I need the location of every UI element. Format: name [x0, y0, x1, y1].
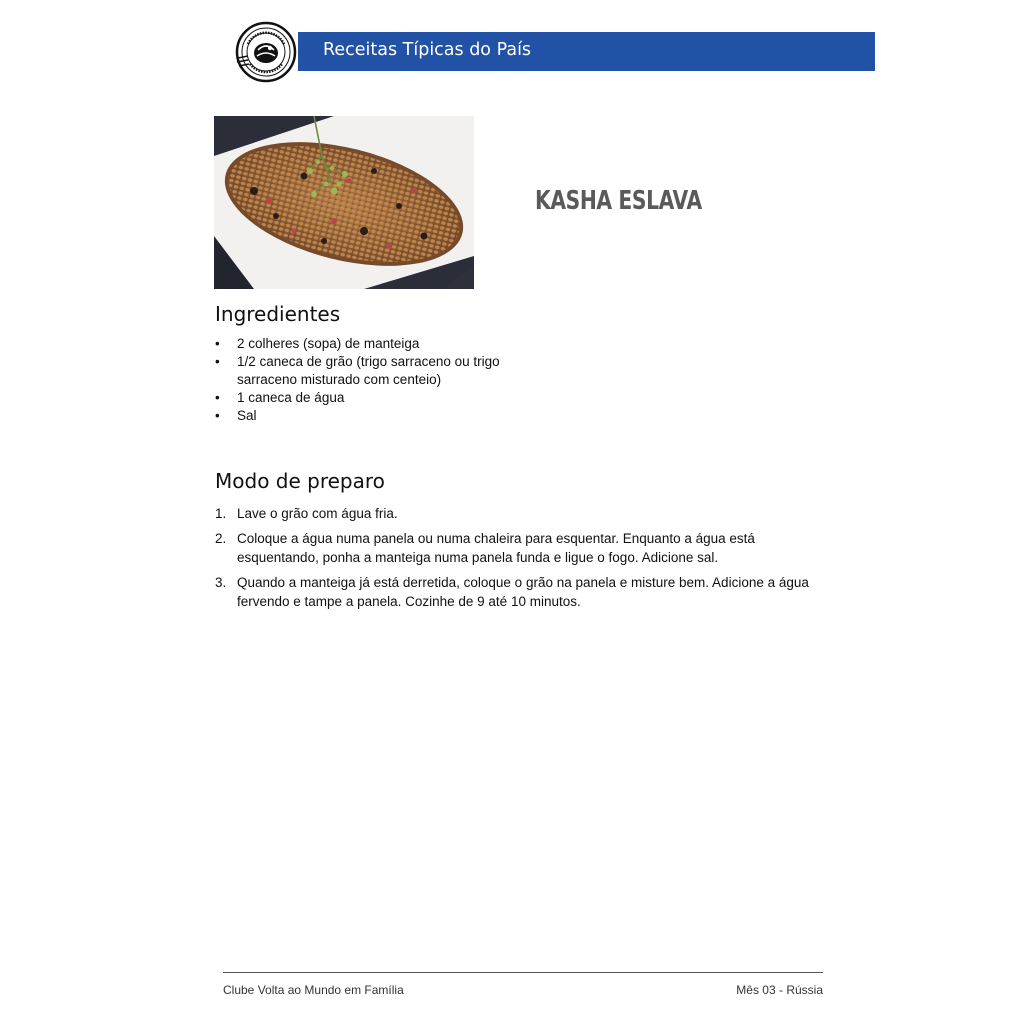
- list-item: • 1/2 caneca de grão (trigo sarraceno ou trigo sarraceno misturado com centeio): [215, 353, 525, 389]
- buckwheat-dish-photo: [214, 116, 474, 289]
- ingredients-heading: Ingredientes: [215, 302, 341, 326]
- footer-divider: [223, 972, 823, 973]
- page-header-title: Receitas Típicas do País: [323, 40, 532, 60]
- list-item: [215, 504, 825, 523]
- footer-club-name: Clube Volta ao Mundo em Família: [223, 983, 404, 997]
- method-heading: Modo de preparo: [215, 469, 385, 493]
- recipe-title: KASHA ESLAVA: [535, 186, 702, 216]
- step-text: Coloque a água numa panela ou numa chaleira para esquentar. Enquanto a água está esquentando, ponha a manteiga numa panela funda e ligue o fogo. Adicione sal.: [237, 531, 755, 565]
- list-item: • 2 colheres (sopa) de manteiga: [215, 335, 525, 353]
- club-seal-logo-icon: [234, 20, 298, 84]
- list-item: • Sal: [215, 407, 525, 425]
- step-number: 3.: [215, 575, 227, 590]
- ingredients-list: [215, 335, 525, 425]
- list-item: [215, 573, 825, 611]
- step-text: Lave o grão com água fria.: [237, 506, 398, 521]
- step-text: Quando a manteiga já está derretida, coloque o grão na panela e misture bem. Adicione a água fervendo e tampe a panela. Cozinhe de 9 até 10 minutos.: [237, 575, 809, 609]
- footer-month-country: Mês 03 - Rússia: [736, 983, 823, 997]
- method-steps-list: [215, 504, 825, 617]
- step-number: 1.: [215, 506, 227, 521]
- step-number: 2.: [215, 531, 227, 546]
- list-item: [215, 529, 825, 567]
- list-item: • 1 caneca de água: [215, 389, 525, 407]
